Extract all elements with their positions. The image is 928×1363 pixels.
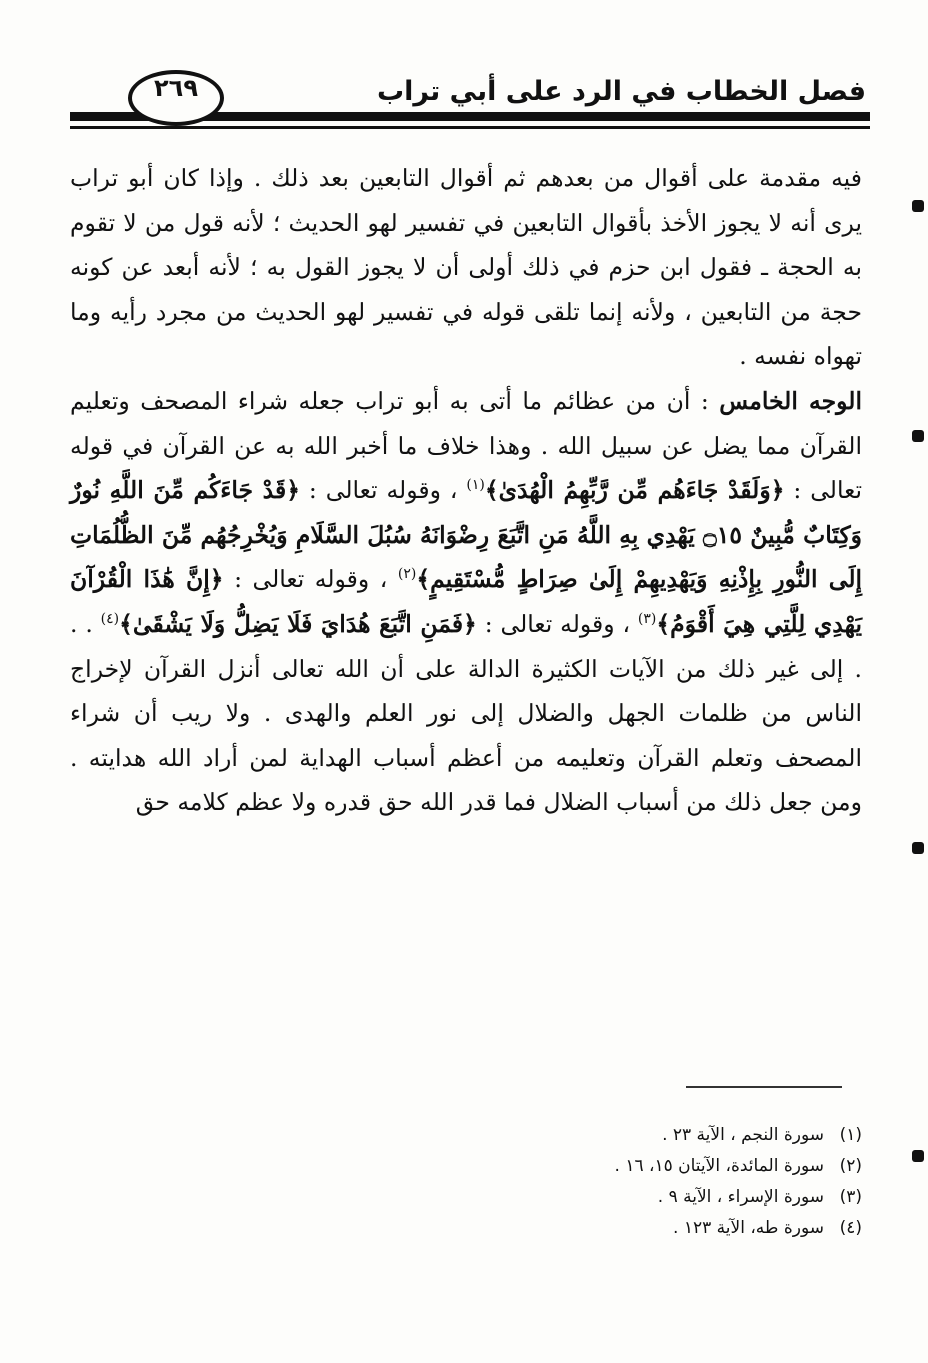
- footnote: [162, 1213, 862, 1244]
- quran-verse: ﴿قَدْ جَاءَكُم مِّنَ اللَّهِ نُورٌ وَكِتَابٌ مُّبِينٌ ۝١٥ يَهْدِي بِهِ اللَّهُ مَنِ اتَّبَعَ رِضْوَانَهُ سُبُلَ السَّلَامِ وَيُخْرِجُهُم مِّنَ الظُّلُمَاتِ إِلَى النُّورِ بِإِذْنِهِ وَيَهْدِيهِمْ إِلَىٰ صِرَاطٍ مُّسْتَقِيمٍ﴾: [70, 476, 863, 594]
- page-number: ٢٦٩: [154, 74, 198, 102]
- footnote-text: سورة المائدة، الآيتان ١٥، ١٦ .: [614, 1156, 824, 1176]
- footnote-text: سورة الإسراء ، الآية ٩ .: [657, 1187, 824, 1207]
- quran-verse: ﴿وَلَقَدْ جَاءَهُم مِّن رَّبِّهِمُ الْهُدَىٰ﴾: [484, 476, 785, 505]
- footnote-ref: (١): [466, 477, 485, 494]
- footnotes: [162, 1120, 862, 1244]
- paragraph-text: ، وقوله تعالى :: [476, 609, 638, 638]
- header-rule-thin: [70, 126, 870, 129]
- footnote-ref: (٤): [100, 611, 120, 628]
- footnote-number: (٣): [839, 1187, 862, 1207]
- footnote-text: سورة طه، الآية ١٢٣ .: [673, 1218, 824, 1238]
- footnote: [162, 1120, 862, 1151]
- margin-mark: [912, 430, 924, 442]
- quran-verse: ﴿فَمَنِ اتَّبَعَ هُدَايَ فَلَا يَضِلُّ وَلَا يَشْقَىٰ﴾: [119, 609, 477, 638]
- paragraph-text: ، وقوله تعالى :: [223, 565, 398, 594]
- section-heading: الوجه الخامس: [719, 386, 862, 415]
- footnote-number: (١): [839, 1125, 862, 1145]
- quran-verse: ﴿إِنَّ هَٰذَا الْقُرْآنَ يَهْدِي لِلَّتِي هِيَ أَقْوَمُ﴾: [70, 565, 863, 638]
- running-header-title: فصل الخطاب في الرد على أبي تراب: [376, 76, 866, 107]
- margin-mark: [912, 1150, 924, 1162]
- paragraph-text: . . . إلى غير ذلك من الآيات الكثيرة الدالة على أن الله تعالى أنزل القرآن لإخراج الناس من ظلمات الجهل والضلال إلى نور العلم والهدى . ولا ريب أن شراء المصحف وتعلم القرآن وتعليمه من أعظم أسباب الهداية لمن أراد الله هدايته . ومن جعل ذلك من أسباب الضلال فما قدر الله حق قدره ولا عظم كلامه حق: [70, 609, 862, 817]
- margin-mark: [912, 200, 924, 212]
- footnote-separator: [686, 1086, 842, 1088]
- paragraph-text: ، وقوله تعالى :: [300, 476, 467, 505]
- paragraph-2: [70, 379, 862, 825]
- paragraph-text: : أن من عظائم ما أتى به أبو تراب جعله شراء المصحف وتعليم القرآن مما يضل عن سبيل الله . وهذا خلاف ما أخبر الله به عن القرآن في قوله تعالى :: [70, 386, 863, 505]
- footnote-number: (٢): [839, 1156, 862, 1176]
- footnote: [162, 1182, 862, 1213]
- main-text: [70, 156, 862, 825]
- footnote-text: سورة النجم ، الآية ٢٣ .: [662, 1125, 824, 1145]
- footnote-ref: (٢): [397, 566, 417, 583]
- footnote: [162, 1151, 862, 1182]
- margin-mark: [912, 842, 924, 854]
- paragraph-1: فيه مقدمة على أقوال من بعدهم ثم أقوال التابعين بعد ذلك . وإذا كان أبو تراب يرى أنه لا يجوز الأخذ بأقوال التابعين في تفسير لهو الحديث ؛ لأنه قول من لا تقوم به الحجة ـ فقول ابن حزم في ذلك أولى أن لا يجوز القول به ؛ لأنه أبعد عن كونه حجة من التابعين ، ولأنه إنما تلقى قوله في تفسير لهو الحديث من مجرد رأيه وما تهواه نفسه .: [70, 164, 862, 371]
- footnote-ref: (٣): [637, 611, 657, 628]
- footnote-number: (٤): [839, 1218, 862, 1238]
